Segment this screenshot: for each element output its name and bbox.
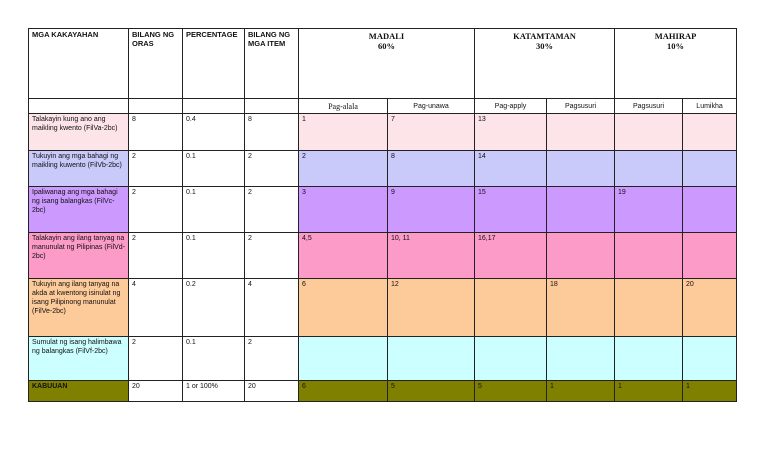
skill-cell: Sumulat ng isang halimbawa ng balangkas (FilVf-2bc)	[29, 337, 129, 381]
skill-cell: Ipaliwanag ang mga bahagi ng isang balangkas (FilVc-2bc)	[29, 187, 129, 233]
item-number-cell	[615, 150, 683, 186]
items-cell: 4	[245, 279, 299, 337]
item-number-cell	[547, 150, 615, 186]
item-number-cell	[547, 337, 615, 381]
percentage-cell: 0.1	[183, 232, 245, 279]
item-number-cell	[299, 337, 388, 381]
total-level-cell: 5	[388, 380, 475, 401]
item-number-cell: 18	[547, 279, 615, 337]
total-row	[29, 380, 737, 401]
item-number-cell	[615, 114, 683, 150]
item-number-cell	[683, 337, 737, 381]
skill-cell: Tukuyin ang mga bahagi ng maikling kuwento (FilVb-2bc)	[29, 150, 129, 186]
item-number-cell	[615, 232, 683, 279]
items-cell: 2	[245, 150, 299, 186]
items-cell: 2	[245, 232, 299, 279]
item-number-cell: 14	[475, 150, 547, 186]
item-number-cell: 16,17	[475, 232, 547, 279]
percentage-cell: 0.1	[183, 337, 245, 381]
group-mahirap-pct: 10%	[667, 41, 685, 51]
item-number-cell	[683, 114, 737, 150]
hours-cell: 2	[129, 150, 183, 186]
item-number-cell	[615, 337, 683, 381]
table-row	[29, 337, 737, 381]
item-number-cell: 3	[299, 187, 388, 233]
group-mahirap	[615, 29, 737, 99]
table-row	[29, 279, 737, 337]
item-number-cell	[615, 279, 683, 337]
level-blank	[129, 98, 183, 113]
items-cell: 2	[245, 337, 299, 381]
item-number-cell	[683, 150, 737, 186]
table-row	[29, 187, 737, 233]
item-number-cell: 7	[388, 114, 475, 150]
total-level-cell: 1	[683, 380, 737, 401]
level-pag-alala: Pag-alala	[299, 98, 388, 113]
item-number-cell: 12	[388, 279, 475, 337]
hours-cell: 2	[129, 337, 183, 381]
group-katamtaman	[475, 29, 615, 99]
total-hours: 20	[129, 380, 183, 401]
percentage-cell: 0.2	[183, 279, 245, 337]
skill-cell: Talakayin ang ilang tanyag na manunulat ng Pilipinas (FilVd-2bc)	[29, 232, 129, 279]
item-number-cell	[475, 337, 547, 381]
hours-cell: 8	[129, 114, 183, 150]
total-level-cell: 6	[299, 380, 388, 401]
item-number-cell	[547, 187, 615, 233]
total-level-cell: 1	[547, 380, 615, 401]
table-row	[29, 114, 737, 150]
table-row	[29, 150, 737, 186]
level-blank	[29, 98, 129, 113]
hours-cell: 2	[129, 232, 183, 279]
group-madali	[299, 29, 475, 99]
total-items: 20	[245, 380, 299, 401]
skill-cell: Talakayin kung ano ang maikling kwento (FilVa-2bc)	[29, 114, 129, 150]
items-cell: 2	[245, 187, 299, 233]
group-katamtaman-label: KATAMTAMAN	[513, 31, 576, 41]
item-number-cell	[475, 279, 547, 337]
table-row	[29, 232, 737, 279]
header-skill: MGA KAKAYAHAN	[29, 29, 129, 99]
item-number-cell	[547, 114, 615, 150]
item-number-cell: 2	[299, 150, 388, 186]
hours-cell: 4	[129, 279, 183, 337]
level-lumikha: Lumikha	[683, 98, 737, 113]
items-cell: 8	[245, 114, 299, 150]
level-row	[29, 98, 737, 113]
group-madali-label: MADALI	[368, 31, 405, 41]
level-pagsusuri: Pagsusuri	[547, 98, 615, 113]
total-level-cell: 5	[475, 380, 547, 401]
table-of-specifications	[28, 28, 737, 402]
header-hours: BILANG NG ORAS	[129, 29, 183, 99]
item-number-cell: 6	[299, 279, 388, 337]
group-madali-pct: 60%	[378, 41, 395, 51]
item-number-cell	[683, 187, 737, 233]
level-pagsusuri-2: Pagsusuri	[615, 98, 683, 113]
total-label: KABUUAN	[29, 380, 129, 401]
total-level-cell: 1	[615, 380, 683, 401]
table-body	[29, 29, 737, 402]
level-pag-unawa: Pag-unawa	[388, 98, 475, 113]
percentage-cell: 0.1	[183, 187, 245, 233]
item-number-cell: 13	[475, 114, 547, 150]
level-blank	[183, 98, 245, 113]
item-number-cell	[683, 232, 737, 279]
percentage-cell: 0.1	[183, 150, 245, 186]
item-number-cell: 4,5	[299, 232, 388, 279]
item-number-cell	[388, 337, 475, 381]
header-percentage: PERCENTAGE	[183, 29, 245, 99]
percentage-cell: 0.4	[183, 114, 245, 150]
item-number-cell: 10, 11	[388, 232, 475, 279]
item-number-cell: 20	[683, 279, 737, 337]
header-row	[29, 29, 737, 99]
hours-cell: 2	[129, 187, 183, 233]
item-number-cell	[547, 232, 615, 279]
item-number-cell: 15	[475, 187, 547, 233]
skill-cell: Tukuyin ang ilang tanyag na akda at kwentong isinulat ng isang Pilipinong manunulat (FilVe-2bc)	[29, 279, 129, 337]
header-items: BILANG NG MGA ITEM	[245, 29, 299, 99]
item-number-cell: 19	[615, 187, 683, 233]
item-number-cell: 8	[388, 150, 475, 186]
group-katamtaman-pct: 30%	[536, 41, 554, 51]
item-number-cell: 1	[299, 114, 388, 150]
item-number-cell: 9	[388, 187, 475, 233]
group-mahirap-label: MAHIRAP	[654, 31, 697, 41]
level-blank	[245, 98, 299, 113]
total-percentage: 1 or 100%	[183, 380, 245, 401]
level-pag-apply: Pag-apply	[475, 98, 547, 113]
